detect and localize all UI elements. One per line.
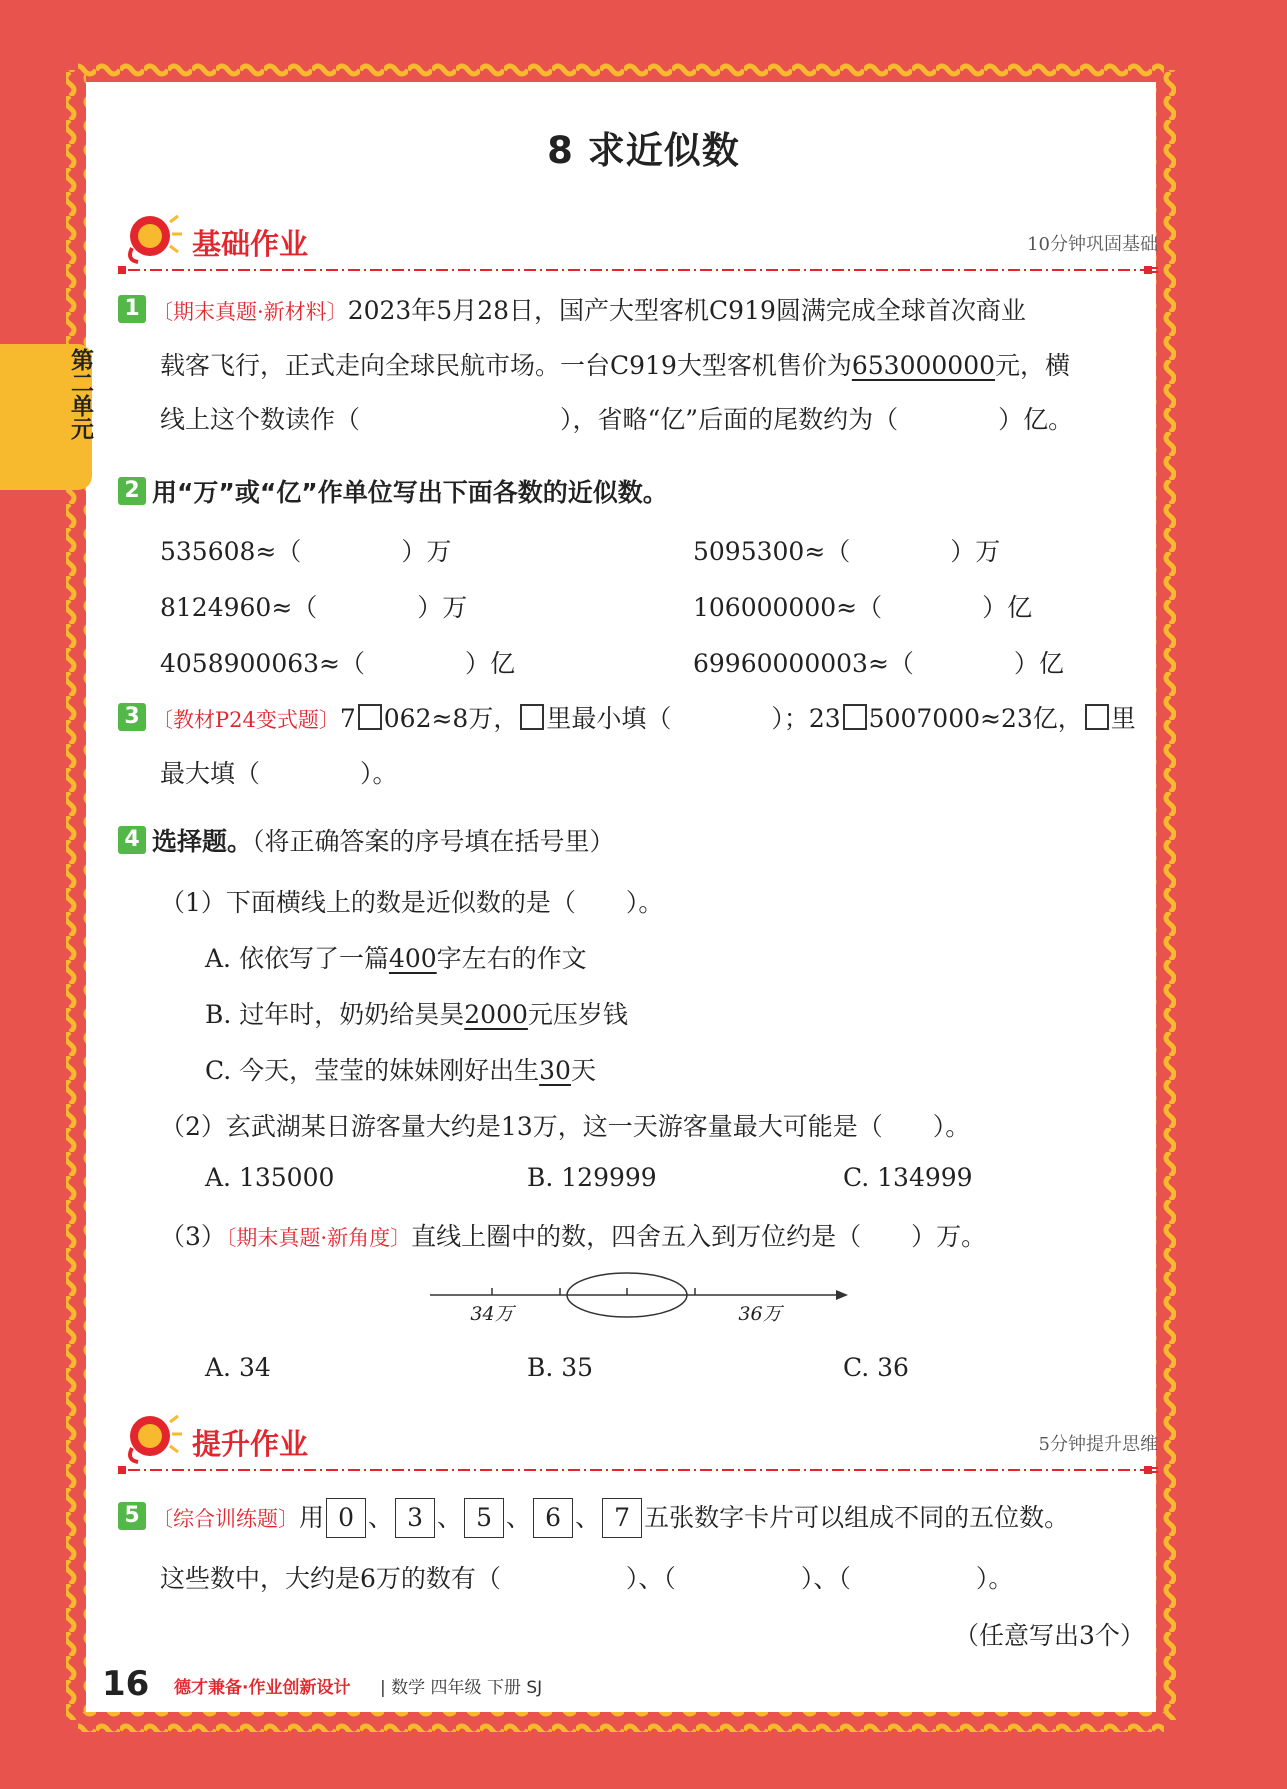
question-number: 5: [118, 1502, 146, 1530]
option-text: B. 过年时，奶奶给昊昊: [205, 1000, 465, 1029]
option-b: B. 35: [527, 1353, 594, 1382]
option-c: [205, 1051, 596, 1087]
option-text: A. 依依写了一篇: [205, 944, 389, 973]
section-title: 基础作业: [192, 227, 309, 261]
number-line: [420, 1268, 860, 1338]
section-subtitle: 10分钟巩固基础: [1027, 234, 1158, 255]
tick-label: 34万: [470, 1303, 514, 1325]
question-text: 7: [339, 704, 356, 733]
question-text: 用: [299, 1503, 325, 1532]
digit-card: 6: [533, 1498, 573, 1538]
question-tag: 〔期末真题·新角度〕: [225, 1226, 412, 1250]
option-a: A. 34: [205, 1353, 271, 1382]
section-divider: [118, 264, 1158, 276]
option-c: C. 36: [843, 1353, 909, 1382]
footer-meta: | 数学 四年级 下册 SJ: [380, 1678, 543, 1698]
option-b: B. 129999: [527, 1163, 657, 1192]
question-text: 用“万”或“亿”作单位写出下面各数的近似数。: [152, 478, 668, 507]
approx-item: 535608≈（ ）万: [160, 537, 452, 566]
digit-card: 3: [395, 1498, 435, 1538]
question-text: 里: [1110, 704, 1136, 733]
option-b: [205, 995, 628, 1031]
question-text: 五张数字卡片可以组成不同的五位数。: [644, 1503, 1070, 1532]
section-subtitle: 5分钟提升思维: [1038, 1434, 1158, 1455]
section-header-advanced: [118, 1408, 1158, 1478]
question-text: 2023年5月28日，国产大型客机C919圆满完成全球首次商业: [347, 296, 1026, 325]
blank-box: [358, 704, 382, 730]
unit-tab-label: 第二单元: [67, 348, 93, 440]
question-4: [118, 815, 1168, 869]
approx-item: 69960000003≈（ ）亿: [693, 649, 1064, 678]
bell-icon: [118, 1408, 184, 1468]
question-tag: 〔期末真题·新材料〕: [152, 300, 348, 324]
option-text: 天: [570, 1056, 596, 1085]
question-text: 里最小填（ ）；23: [546, 704, 841, 733]
sub-question-3: [160, 1217, 986, 1253]
bell-icon: [118, 208, 184, 268]
answer-line: 这些数中，大约是6万的数有（ ）、（ ）、（ ）。: [160, 1564, 1014, 1593]
digit-card: 7: [602, 1498, 642, 1538]
blank-box: [520, 704, 544, 730]
digit-card: 0: [326, 1498, 366, 1538]
answer-line: 最大填（ ）。: [160, 759, 398, 788]
option-c: C. 134999: [843, 1163, 973, 1192]
option-a: A. 135000: [205, 1163, 335, 1192]
question-text: 载客飞行，正式走向全球民航市场。一台C919大型客机售价为: [160, 351, 852, 380]
option-a: [205, 939, 587, 975]
question-5: 5 〔综合训练题〕用 0 、 3 、 5 、 6 、 7 五张数字卡片可以组成不同的五位数。 这些数中，大约是6万的数有（ ）、（ ）、（ ）。: [118, 1488, 1168, 1609]
answer-line: 线上这个数读作（ ），省略“亿”后面的尾数约为（ ）亿。: [160, 405, 1074, 434]
question-1: [118, 284, 1168, 447]
question-text: 5007000≈23亿，: [868, 704, 1083, 733]
question-text: 元，横: [995, 351, 1071, 380]
option-text: 字左右的作文: [436, 944, 587, 973]
question-2: [118, 466, 1168, 520]
approx-item: 4058900063≈（ ）亿: [160, 649, 516, 678]
underlined-number: 30: [539, 1056, 571, 1085]
section-divider: [118, 1464, 1158, 1476]
approx-item: 106000000≈（ ）亿: [693, 593, 1033, 622]
underlined-number: 2000: [464, 1000, 528, 1029]
sub-question-1: （1）下面横线上的数是近似数的是（ ）。: [160, 888, 664, 917]
option-text: 元压岁钱: [527, 1000, 628, 1029]
question-text: 直线上圈中的数，四舍五入到万位约是（ ）万。: [411, 1222, 987, 1251]
sub-question-2: （2）玄武湖某日游客量大约是13万，这一天游客量最大可能是（ ）。: [160, 1112, 971, 1141]
footer-brand: 德才兼备·作业创新设计: [174, 1678, 351, 1698]
question-number: 2: [118, 477, 146, 505]
approx-item: 5095300≈（ ）万: [693, 537, 1001, 566]
section-title: 提升作业: [192, 1427, 309, 1461]
option-text: C. 今天，莹莹的妹妹刚好出生: [205, 1056, 540, 1085]
underlined-number: 653000000: [851, 351, 996, 380]
digit-card: 5: [464, 1498, 504, 1538]
question-note: （任意写出3个）: [954, 1621, 1145, 1650]
blank-box: [1085, 704, 1109, 730]
blank-box: [843, 704, 867, 730]
page-title: 8 求近似数: [547, 129, 740, 172]
question-text: （3）: [160, 1222, 226, 1251]
underlined-number: 400: [388, 944, 437, 973]
question-tag: 〔教材P24变式题〕: [152, 708, 340, 732]
approx-item: 8124960≈（ ）万: [160, 593, 468, 622]
tick-label: 36万: [738, 1303, 782, 1325]
section-header-basic: [118, 208, 1158, 278]
question-tag: 〔综合训练题〕: [152, 1507, 299, 1531]
question-number: 4: [118, 826, 146, 854]
question-number: 3: [118, 703, 146, 731]
question-text: 062≈8万，: [383, 704, 519, 733]
question-text: 选择题。: [152, 827, 253, 856]
page-number: 16: [102, 1664, 150, 1704]
question-hint: （将正确答案的序号填在括号里）: [252, 827, 615, 856]
question-number: 1: [118, 295, 146, 323]
question-3: [118, 692, 1168, 801]
